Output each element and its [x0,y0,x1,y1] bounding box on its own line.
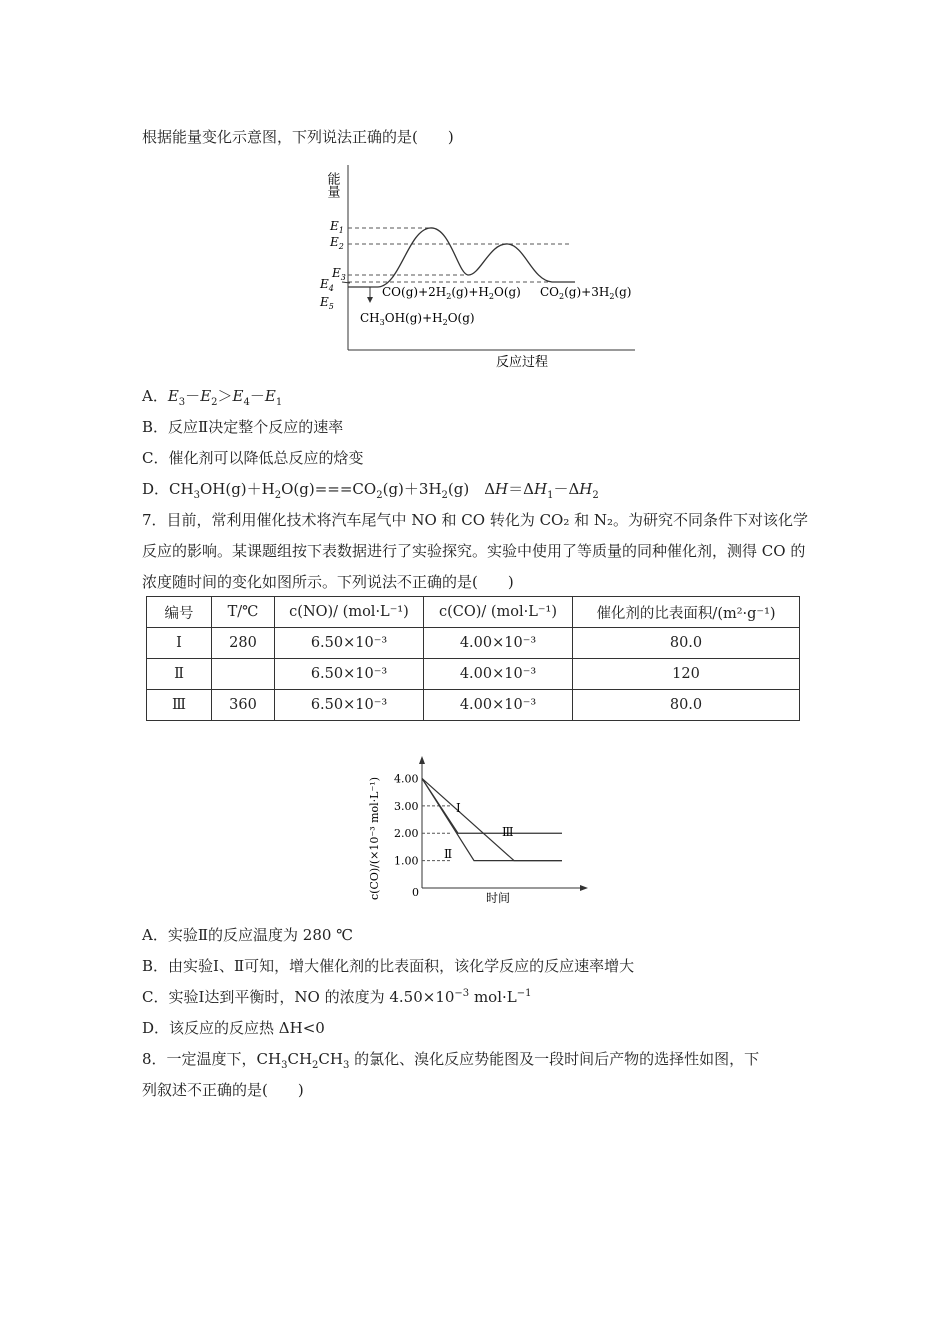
svg-text:E5: $E_5$ [320,295,334,311]
svg-text:E1: $E_1$ [330,219,344,235]
table-cell: 6.50×10⁻³ [275,690,424,721]
table-header-row [147,597,800,628]
e4-label: E [320,277,329,291]
svg-text:E2: $E_2$ [330,235,344,251]
q8-stem: 8．一定温度下，$CH_3CH_2CH_3$ 的氯化、溴化反应势能图及一段时间后产物的选择性如图，下 [142,1050,760,1071]
table-header: T/℃ [212,597,275,628]
table-header: c(CO)/ (mol·L⁻¹) [424,597,573,628]
species-right: $CO_2(g)+3H_2(g)$ [540,285,632,301]
table-cell: Ⅱ [147,659,212,690]
y-tick-label: 4.00 [394,772,419,786]
e5-label: E [320,295,329,309]
table-cell: 120 [573,659,800,690]
series-label: Ⅱ [444,847,453,861]
q7-option-a: A．实验Ⅱ的反应温度为 280 ℃ [142,926,353,944]
table-cell: 4.00×10⁻³ [424,659,573,690]
series-line-Ⅰ [422,778,562,860]
table-cell: 6.50×10⁻³ [275,659,424,690]
svg-text:E3: $E_3$ [332,266,346,282]
q7-option-b: B．由实验Ⅰ、Ⅱ可知，增大催化剂的比表面积，该化学反应的反应速率增大 [142,957,635,975]
series-label: Ⅰ [456,801,461,815]
table-cell: 4.00×10⁻³ [424,628,573,659]
q6-option-c: C．催化剂可以降低总反应的焓变 [142,449,364,467]
table-cell: 80.0 [573,628,800,659]
table-cell [212,659,275,690]
table-cell: 6.50×10⁻³ [275,628,424,659]
experiment-table [146,596,800,721]
species-left: $CH_3OH(g)+H_2O(g)$ [360,311,475,327]
q7-option-c: C．实验Ⅰ达到平衡时，NO 的浓度为 $4.50\times 10^{-3}$ $mol\cdot L^{-1}$ [142,988,532,1006]
e2-label: E [330,235,339,249]
y-tick-label: 2.00 [394,827,419,841]
table-header: c(NO)/ (mol·L⁻¹) [275,597,424,628]
q6-stem: 根据能量变化示意图，下列说法正确的是( ) [142,128,454,146]
table-cell: Ⅲ [147,690,212,721]
e3-label: E [332,266,341,280]
y-tick-label: 1.00 [394,854,419,868]
species-mid: $CO(g)+2H_2(g)+H_2O(g)$ [382,285,521,301]
q7-stem: 7．目前，常利用催化技术将汽车尾气中 NO 和 CO 转化为 CO₂ 和 N₂。为研究不同条件下对该化学反应的影响。某课题组按下表数据进行了实验探究。实验中使用了等质量的同种催化剂，测得 CO 的浓度随时间的变化如图所示。下列说法不正确的是( ) [142,511,809,591]
table-cell: 280 [212,628,275,659]
table-cell: 80.0 [573,690,800,721]
table-header: 编号 [147,597,212,628]
y-tick-label: 3.00 [394,799,419,813]
energy-diagram [310,150,650,375]
y-axis-label: c(CO)/(×10⁻³ mol·L⁻¹) [368,777,381,900]
q7-option-d: D．该反应的反应热 ΔH<0 [142,1019,325,1037]
q8-stem-line2: 列叙述不正确的是( ) [142,1081,304,1099]
table-cell: 4.00×10⁻³ [424,690,573,721]
q6-option-d: D．$CH_3OH(g)+H_2O(g)===CO_2(g)+3H_2(g)$ $\Delta H=\Delta H_1-\Delta H_2$ [142,480,599,501]
e1-label: E [330,219,339,233]
table-cell: 360 [212,690,275,721]
table-row [147,628,800,659]
svg-text:E4: $E_4$ [320,277,334,293]
energy-axis-label: 能量 [324,172,340,198]
table-cell: Ⅰ [147,628,212,659]
co-concentration-chart [360,750,600,910]
x-axis-label: 时间 [486,891,511,905]
table-row [147,690,800,721]
series-label: Ⅲ [502,825,514,839]
table-header: 催化剂的比表面积/(m²·g⁻¹) [573,597,800,628]
table-row [147,659,800,690]
origin-label: 0 [412,886,419,899]
q6-option-a: A．$E_3-E_2>E_4-E_1$ [142,387,283,408]
q6-option-b: B．反应Ⅱ决定整个反应的速率 [142,418,344,436]
series-line-Ⅱ [422,778,562,860]
reaction-process-label: 反应过程 [496,355,549,370]
